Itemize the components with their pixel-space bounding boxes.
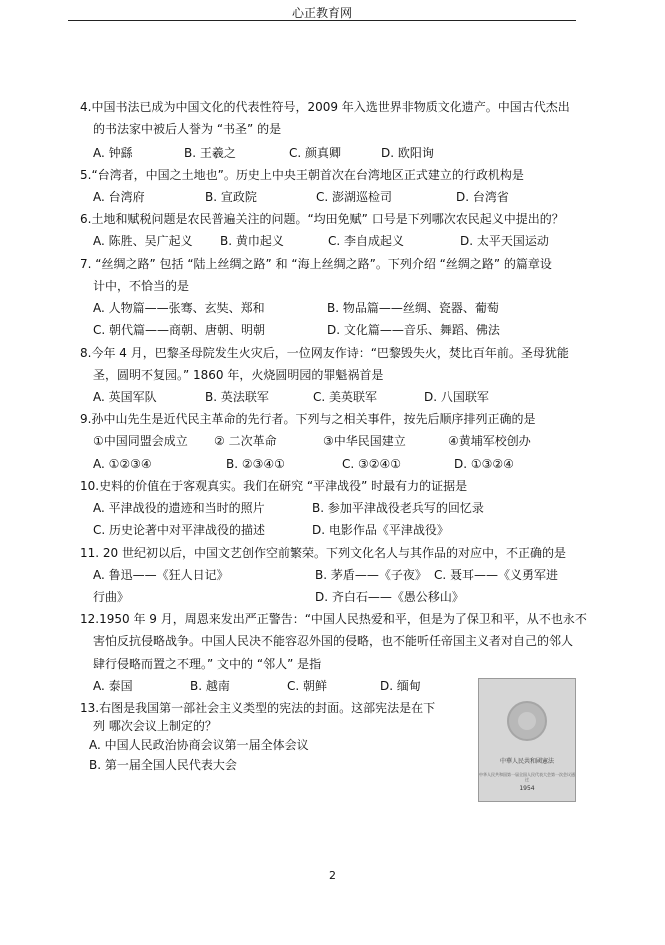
cover-title: 中華人民共和國憲法 xyxy=(499,758,554,765)
q4-option-c: C. 颜真卿 xyxy=(289,146,342,160)
q8-option-a: A. 英国军队 xyxy=(93,390,157,404)
question-6-text: 6.土地和赋税问题是农民普遍关注的问题。“均田免赋” 口号是下列哪次农民起义中提出的？ xyxy=(80,212,564,226)
q9-option-a: A. ①②③④ xyxy=(93,457,152,471)
question-13-text-cont: 列 哪次会议上制定的？ xyxy=(93,719,217,733)
q7-option-d: D. 文化篇——音乐、舞蹈、佛法 xyxy=(327,323,500,337)
q7-option-a: A. 人物篇——张骞、玄奘、郑和 xyxy=(93,301,265,315)
q6-option-b: B. 黄巾起义 xyxy=(220,234,284,248)
header-divider xyxy=(68,20,576,21)
q9-option-c: C. ③②④① xyxy=(342,457,402,471)
question-11-text: 11. 20 世纪初以后，中国文艺创作空前繁荣。下列文化名人与其作品的对应中，不正确的是 xyxy=(80,546,566,560)
q11-option-c-cont: 行曲》 xyxy=(93,590,130,604)
q13-option-a: A. 中国人民政治协商会议第一届全体会议 xyxy=(89,738,309,752)
q8-option-d: D. 八国联军 xyxy=(424,390,489,404)
q9-option-d: D. ①③②④ xyxy=(454,457,514,471)
question-8-text: 8.今年 4 月，巴黎圣母院发生火灾后，一位网友作诗：“巴黎毁失火，焚比百年前。圣母犹能 xyxy=(80,346,569,360)
q5-option-c: C. 澎湖巡检司 xyxy=(316,190,393,204)
q10-option-a: A. 平津战役的遗迹和当时的照片 xyxy=(93,501,265,515)
q13-option-b: B. 第一届全国人民代表大会 xyxy=(89,758,237,772)
question-4-text-cont: 的书法家中被后人誉为 “书圣” 的是 xyxy=(93,122,282,136)
q6-option-a: A. 陈胜、吴广起义 xyxy=(93,234,193,248)
constitution-cover-image xyxy=(478,678,576,802)
q10-option-d: D. 电影作品《平津战役》 xyxy=(312,523,449,537)
q10-option-b: B. 参加平津战役老兵写的回忆录 xyxy=(312,501,484,515)
question-5-text: 5.“台湾者，中国之土地也”。历史上中央王朝首次在台湾地区正式建立的行政机构是 xyxy=(80,168,524,182)
q11-option-a: A. 鲁迅——《狂人日记》 xyxy=(93,568,229,582)
q9-event-4: ④黄埔军校创办 xyxy=(448,434,531,448)
q8-option-b: B. 英法联军 xyxy=(205,390,269,404)
q7-option-b: B. 物品篇——丝绸、瓷器、葡萄 xyxy=(327,301,499,315)
question-7-text-cont: 计中，不恰当的是 xyxy=(93,279,190,293)
q7-option-c: C. 朝代篇——商朝、唐朝、明朝 xyxy=(93,323,266,337)
cover-year: 1954 xyxy=(519,785,535,792)
question-12-text: 12.1950 年 9 月，周恩来发出严正警告：“中国人民热爱和平，但是为了保卫和平，从不也永不 xyxy=(80,612,587,626)
q9-event-1: ①中国同盟会成立 xyxy=(93,434,188,448)
q11-option-c: C. 聂耳——《义勇军进 xyxy=(434,568,559,582)
page-number: 2 xyxy=(329,869,336,882)
national-emblem-icon xyxy=(507,701,547,741)
question-9-text: 9.孙中山先生是近代民主革命的先行者。下列与之相关事件，按先后顺序排列正确的是 xyxy=(80,412,536,426)
q11-option-b: B. 茅盾——《子夜》 xyxy=(315,568,427,582)
q5-option-d: D. 台湾省 xyxy=(456,190,509,204)
q6-option-c: C. 李自成起义 xyxy=(328,234,405,248)
question-4-text: 4.中国书法已成为中国文化的代表性符号，2009 年入选世界非物质文化遗产。中国古代杰出 xyxy=(80,100,570,114)
question-10-text: 10.史料的价值在于客观真实。我们在研究 “平津战役” 时最有力的证据是 xyxy=(80,479,468,493)
page-header: 心正教育网 xyxy=(291,6,352,20)
q5-option-a: A. 台湾府 xyxy=(93,190,145,204)
q4-option-a: A. 钟繇 xyxy=(93,146,133,160)
q8-option-c: C. 美英联军 xyxy=(313,390,378,404)
q9-option-b: B. ②③④① xyxy=(226,457,285,471)
question-7-text: 7. “丝绸之路” 包括 “陆上丝绸之路” 和 “海上丝绸之路”。下列介绍 “丝绸之路” 的篇章设 xyxy=(80,257,552,271)
question-12-text-cont2: 肆行侵略而置之不理。” 文中的 “邻人” 是指 xyxy=(93,657,322,671)
q10-option-c: C. 历史论著中对平津战役的描述 xyxy=(93,523,266,537)
q12-option-d: D. 缅甸 xyxy=(380,679,421,693)
q9-event-3: ③中华民国建立 xyxy=(323,434,406,448)
q4-option-b: B. 王羲之 xyxy=(184,146,236,160)
cover-subtitle: 中华人民共和国第一届全国人民代表大会第一次会议通过 xyxy=(479,772,575,782)
q12-option-a: A. 泰国 xyxy=(93,679,133,693)
q4-option-d: D. 欧阳询 xyxy=(381,146,434,160)
q6-option-d: D. 太平天国运动 xyxy=(460,234,549,248)
q12-option-c: C. 朝鲜 xyxy=(287,679,328,693)
question-12-text-cont1: 害怕反抗侵略战争。中国人民决不能容忍外国的侵略，也不能听任帝国主义者对自己的邻人 xyxy=(93,634,574,648)
q11-option-d: D. 齐白石——《愚公移山》 xyxy=(315,590,464,604)
question-8-text-cont: 圣，圆明不复园。” 1860 年，火烧圆明园的罪魁祸首是 xyxy=(93,368,384,382)
q12-option-b: B. 越南 xyxy=(190,679,230,693)
q5-option-b: B. 宣政院 xyxy=(205,190,257,204)
question-13-text: 13.右图是我国第一部社会主义类型的宪法的封面。这部宪法是在下 xyxy=(80,701,436,715)
q9-event-2: ② 二次革命 xyxy=(214,434,277,448)
